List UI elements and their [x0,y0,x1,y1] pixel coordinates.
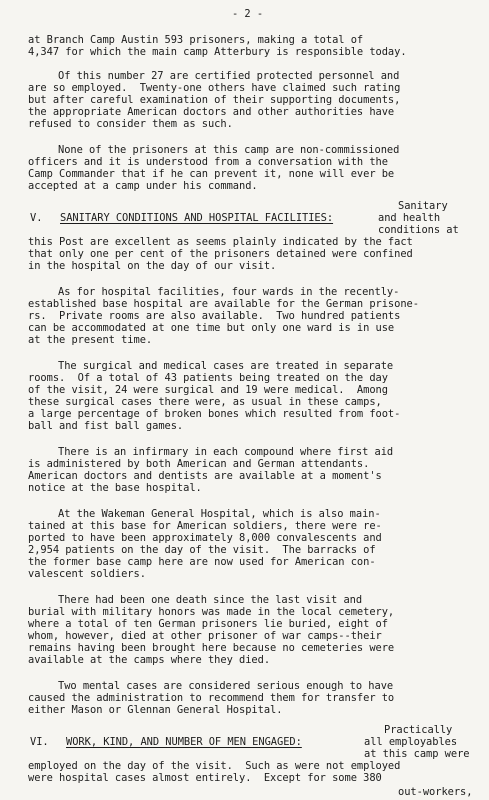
text-line: the former base camp here are now used for American con- [28,556,376,568]
margin-note: and health [378,212,441,224]
text-line: There had been one death since the last visit and [58,594,363,606]
text-line: ported to have been approximately 8,000 convalescents and [28,532,382,544]
text-line: rooms. Of a total of 43 patients being treated on the day [28,372,388,384]
text-line: There is an infirmary in each compound where first aid [58,446,394,458]
text-line: The surgical and medical cases are treated in separate [58,360,394,372]
text-line: of the visit, 24 were surgical and 19 were medical. Among [28,384,388,396]
text-line: at Branch Camp Austin 593 prisoners, making a total of [28,34,364,46]
margin-note: conditions at [378,224,459,236]
text-line: As for hospital facilities, four wards in the recently- [58,286,400,298]
text-line: caused the administration to recommend them for transfer to [28,692,395,704]
text-line: that only one per cent of the prisoners detained were confined [28,248,413,260]
text-line: out-workers, [398,786,473,798]
text-line: were hospital cases almost entirely. Except for some 380 [28,772,382,784]
text-line: Camp Commander that if he can prevent it, none will ever be [28,168,395,180]
text-line: a large percentage of broken bones which resulted from foot- [28,408,401,420]
text-line: ball and fist ball games. [28,420,184,432]
text-line: notice at the base hospital. [28,482,202,494]
text-line: available at the camps where they died. [28,654,271,666]
text-line: is administered by both American and German attendants. [28,458,370,470]
text-line: this Post are excellent as seems plainly indicated by the fact [28,236,413,248]
text-line: either Mason or Glennan General Hospital. [28,704,283,716]
text-line: can be accommodated at one time but only one ward is in use [28,322,395,334]
text-line: are so employed. Twenty-one others have claimed such rating [28,82,401,94]
margin-note: all employables [364,736,458,748]
text-line: at the present time. [28,334,153,346]
text-line: officers and it is understood from a conversation with the [28,156,388,168]
text-line: the appropriate American doctors and other authorities have [28,106,395,118]
page-number: - 2 - [232,8,264,20]
text-line: but after careful examination of their supporting documents, [28,94,401,106]
text-line: burial with military honors was made in the local cemetery, [28,606,395,618]
text-line: remains having been brought here because no cemeteries were [28,642,395,654]
section-heading: WORK, KIND, AND NUMBER OF MEN ENGAGED: [66,736,302,748]
text-line: established base hospital are available for the German prisone- [28,298,419,310]
text-line: None of the prisoners at this camp are non-commissioned [58,144,400,156]
section-number: V. [30,212,43,224]
text-line: American doctors and dentists are available at a moment's [28,470,382,482]
text-line: accepted at a camp under his command. [28,180,258,192]
text-line: Two mental cases are considered serious enough to have [58,680,394,692]
text-line: 2,954 patients on the day of the visit. The barracks of [28,544,376,556]
text-line: employed on the day of the visit. Such as were not employed [28,760,401,772]
text-line: rs. Private rooms are also available. Two hundred patients [28,310,401,322]
margin-note: Sanitary [398,200,448,212]
text-line: Of this number 27 are certified protected personnel and [58,70,400,82]
text-line: in the hospital on the day of our visit. [28,260,277,272]
text-line: where a total of ten German prisoners lie buried, eight of [28,618,388,630]
text-line: 4,347 for which the main camp Atterbury is responsible today. [28,46,407,58]
section-heading: SANITARY CONDITIONS AND HOSPITAL FACILITIES: [60,212,334,224]
text-line: At the Wakeman General Hospital, which is also main- [58,508,381,520]
section-number: VI. [30,736,49,748]
text-line: whom, however, died at other prisoner of war camps--their [28,630,382,642]
margin-note: Practically [384,724,453,736]
text-line: these surgical cases there were, as usual in these camps, [28,396,382,408]
text-line: tained at this base for American soldiers, there were re- [28,520,382,532]
margin-note: at this camp were [364,748,470,760]
text-line: refused to consider them as such. [28,118,233,130]
text-line: valescent soldiers. [28,568,146,580]
